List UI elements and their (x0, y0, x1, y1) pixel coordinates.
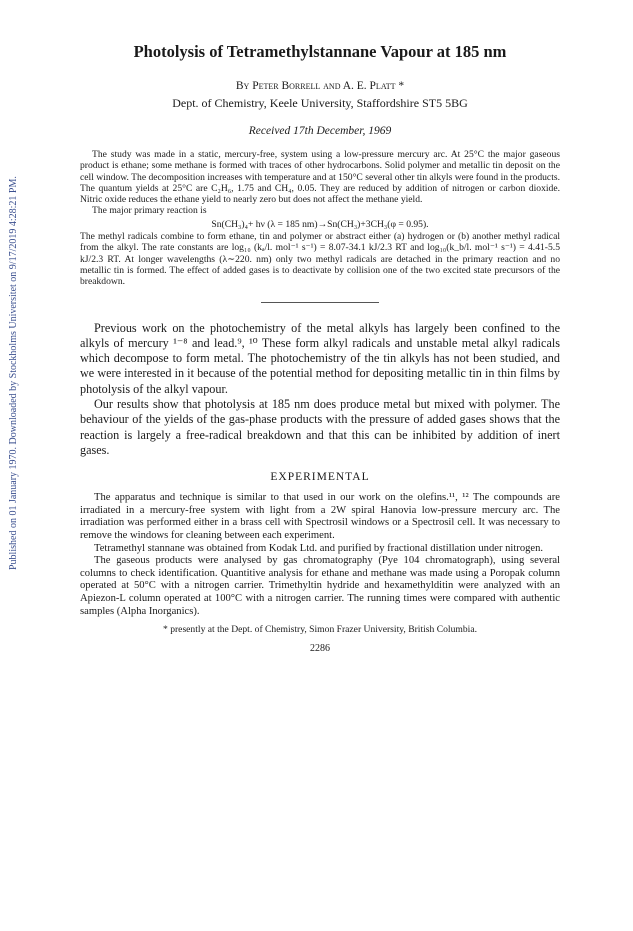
reaction-equation: Sn(CH₃)₄+ hν (λ = 185 nm)→Sn(CH₃)+3CH₃(φ = 0.95). (211, 218, 429, 230)
footnote: * presently at the Dept. of Chemistry, Simon Frazer University, British Columbia. (163, 624, 477, 636)
abstract (80, 149, 560, 288)
body-paragraph: Tetramethyl stannane was obtained from Kodak Ltd. and purified by fractional distillation under nitrogen. (94, 542, 544, 554)
authors (80, 80, 560, 92)
article-page (80, 42, 560, 654)
abstract-paragraph: The methyl radicals combine to form ethane, tin and polymer or abstract either (a) hydrogen or (b) another methyl radical from the alkyl. The rate constants are log₁₀ (kₐ/l. mol⁻¹ s⁻¹) = 8.07-34.1 kJ/2.3 RT and log₁₀(k_b/l. mol⁻¹ s⁻¹) = 4.41-5.5 kJ/2.3 RT. At longer wavelengths (λ∼220. nm) only two methyl radicals are detached in the primary reaction and no metallic tin is formed. The effect of added gases is to deactivate by collision one of the two excited state precursors of the breakdown. (80, 231, 560, 288)
section-heading: EXPERIMENTAL (270, 471, 370, 484)
experimental-section (80, 492, 560, 618)
introduction (80, 321, 560, 459)
body-paragraph: Previous work on the photochemistry of the metal alkyls has largely been confined to the alkyls of mercury ¹⁻⁸ and lead.⁹, ¹⁰ These form alkyl radicals and unstable metal alkyl radicals which decompose to form metal. The photochemistry of the tin alkyls has not been studied, and we were interested in it because of the potential method for depositing metallic tin in thin films by photolysis of the alkyl vapour. (80, 320, 560, 396)
abstract-paragraph: The major primary reaction is (92, 205, 207, 217)
author-names: By Peter Borrell and A. E. Platt * (235, 80, 405, 92)
body-paragraph: The apparatus and technique is similar to that used in our work on the olefins.¹¹, ¹² The compounds are irradiated in a mercury-free system with light from a 2W spiral Hanovia low-pressure mercury arc. The irradiation was performed either in a brass cell with Spectrosil windows or a Spectrosil cell. It was necessary to remove the windows for cleaning between each experiment. (80, 492, 560, 542)
page-number: 2286 (310, 643, 330, 655)
section-divider (261, 302, 379, 303)
download-notice: Published on 01 January 1970. Downloaded by Stockholms Universitet on 9/17/2019 4:28:21 PM. (8, 176, 19, 570)
abstract-paragraph: The study was made in a static, mercury-free, system using a low-pressure mercury arc. At 25°C the major gaseous product is ethane; some methane is formed with traces of other hydrocarbons. Solid polymer and metallic tin deposit on the cell window. The decomposition increases with temperature and at 150°C several other tin alkyls were found in the products. The quantum yields at 25°C are C₂H₆, 1.75 and CH₄, 0.05. They are reduced by addition of nitrogen or carbon dioxide. Nitric oxide reduces the ethane yield to nearly zero but does not affect the methane yield. (80, 149, 560, 206)
affiliation: Dept. of Chemistry, Keele University, Staffordshire ST5 5BG (172, 96, 468, 110)
body-paragraph: The gaseous products were analysed by gas chromatography (Pye 104 chromatograph), using several columns to check identification. Quantitive analysis for ethane and methane was made using a Poropak column operated at 50°C with a nitrogen carrier. Trimethyltin hydride and hexamethylditin were analyzed with an Apiezon-L column operated at 100°C with a nitrogen carrier. The running times were compared with authentic samples (Alpha Inorganics). (80, 555, 560, 617)
received-date: Received 17th December, 1969 (248, 125, 392, 137)
article-title: Photolysis of Tetramethylstannane Vapour at 185 nm (133, 42, 507, 61)
body-paragraph: Our results show that photolysis at 185 nm does produce metal but mixed with polymer. The behaviour of the yields of the gas-phase products with the pressure of added gases shows that the reaction is largely a free-radical breakdown and that this can be inhibited by addition of inert gases. (80, 397, 560, 457)
